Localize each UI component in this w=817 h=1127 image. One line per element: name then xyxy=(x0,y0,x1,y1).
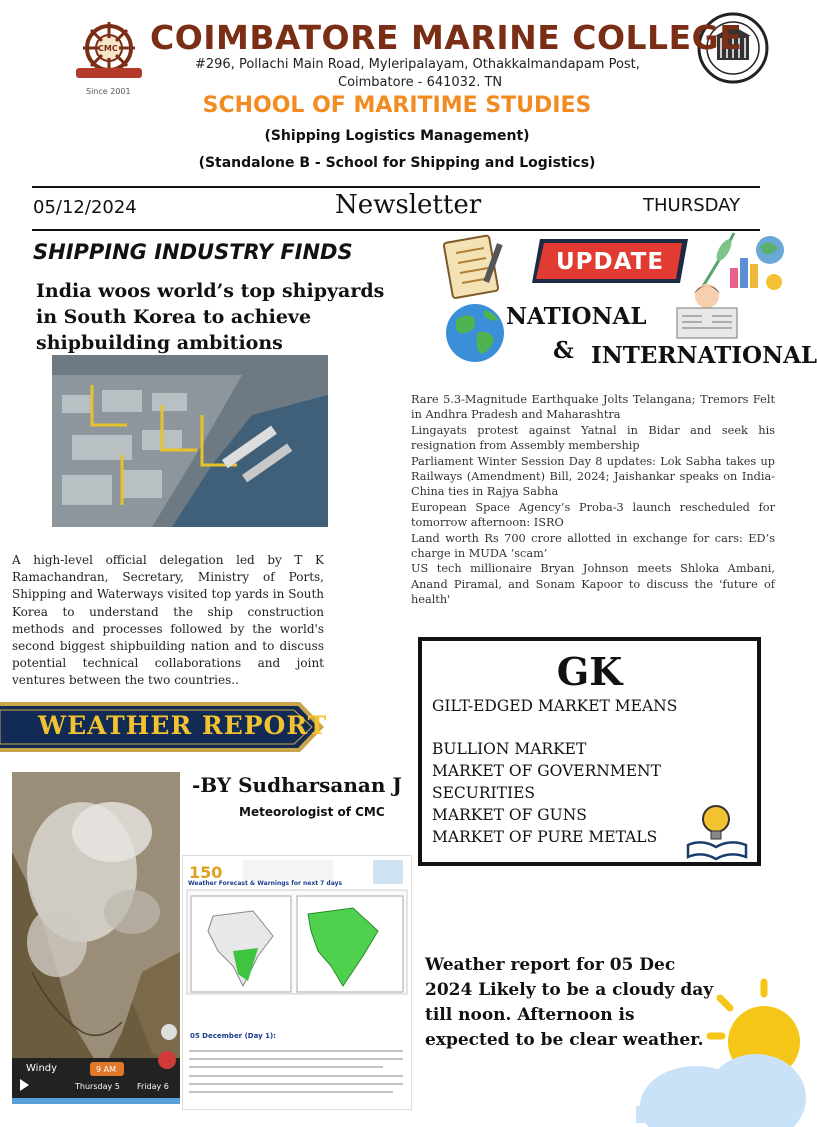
imd-heading: Weather Forecast & Warnings for next 7 days xyxy=(188,880,343,887)
svg-text:150: 150 xyxy=(189,863,223,882)
logo-text: CMC xyxy=(98,44,118,53)
standalone-name: (Standalone B - School for Shipping and Logistics) xyxy=(198,155,596,171)
map-day1: Thursday 5 xyxy=(75,1082,120,1091)
bottom-rule xyxy=(32,229,760,231)
newsletter-title: Newsletter xyxy=(335,190,482,220)
news-item: Rare 5.3-Magnitude Earthquake Jolts Telangana; Tremors Felt in Andhra Pradesh and Maharashtra xyxy=(411,393,775,422)
college-logo xyxy=(74,22,144,84)
reader-icon xyxy=(672,278,742,340)
sun-cloud-icon xyxy=(636,976,794,1123)
gk-box xyxy=(418,637,761,866)
update-badge: UPDATE xyxy=(556,249,665,275)
byline-role: Meteorologist of CMC xyxy=(239,805,385,819)
byline: -BY Sudharsanan J xyxy=(192,773,402,797)
imd-bulletin xyxy=(182,855,412,1110)
headline: India woos world’s top shipyards in South Korea to achieve shipbuilding ambitions xyxy=(36,280,385,354)
issue-date: 05/12/2024 xyxy=(33,197,137,218)
story-text: A high-level official delegation led by T K Ramachandran, Secretary, Ministry of Ports, Shipping and Waterways visited top yards in South Korea to understand the ship construction methods and processes followed by the world's second biggest shipbuilding nation and to discuss potential technical collaborations and joint ventures between the two countries.. xyxy=(12,553,324,688)
news-item: European Space Agency’s Proba-3 launch rescheduled for tomorrow afternoon: ISRO xyxy=(411,500,775,530)
weather-report-text: Weather report for 05 Dec 2024 Likely to be a cloudy day till noon. Afternoon is expected to be clear weather. xyxy=(425,955,714,1050)
gk-option: MARKET OF GOVERNMENT xyxy=(432,762,661,780)
since-text: Since 2001 xyxy=(86,87,131,96)
program-name: (Shipping Logistics Management) xyxy=(264,128,530,144)
news-item: Parliament Winter Session Day 8 updates: Lok Sabha takes up Railways (Amendment) Bill, 2024; Jaishankar speaks on India-China ties in Rajya Sabha xyxy=(411,454,775,499)
news-item: Lingayats protest against Yatnal in Bidar and seek his resignation from Assembly membership xyxy=(411,423,775,453)
globe-icon xyxy=(444,302,506,364)
windy-map xyxy=(12,772,180,1104)
news-list xyxy=(411,392,775,608)
gk-option: BULLION MARKET xyxy=(432,740,587,758)
top-rule xyxy=(32,186,760,188)
notepad-icon xyxy=(440,233,510,299)
lightbulb-book-icon xyxy=(684,799,750,861)
gk-option: MARKET OF GUNS xyxy=(432,806,587,824)
map-day2: Friday 6 xyxy=(137,1082,169,1091)
map-time: 9 AM xyxy=(96,1065,117,1074)
shipyard-photo xyxy=(52,355,328,527)
gk-option: MARKET OF PURE METALS xyxy=(432,828,658,846)
gk-question: GILT-EDGED MARKET MEANS xyxy=(432,697,678,715)
section-title: SHIPPING INDUSTRY FINDS xyxy=(33,240,353,264)
college-name: COIMBATORE MARINE COLLEGE xyxy=(150,18,743,57)
international-label: INTERNATIONAL xyxy=(591,342,817,369)
national-label: NATIONAL xyxy=(506,303,647,330)
windy-logo: Windy xyxy=(26,1063,58,1074)
news-item: Land worth Rs 700 crore allotted in exchange for cars: ED’s charge in MUDA ‘scam’ xyxy=(411,531,775,561)
news-item: US tech millionaire Bryan Johnson meets Shloka Ambani, Anand Piramal, and Sonam Kapoor to discuss the 'future of health' xyxy=(411,562,775,607)
address-line-1: #296, Pollachi Main Road, Myleripalayam, Othakkalmandapam Post, xyxy=(195,57,640,72)
address-line-2: Coimbatore - 641032. TN xyxy=(338,75,503,90)
gk-title: GK xyxy=(556,649,623,694)
imd-day: 05 December (Day 1): xyxy=(190,1032,276,1040)
weather-banner-title: WEATHER REPORT xyxy=(38,711,328,740)
gk-option: SECURITIES xyxy=(432,784,536,802)
issue-day: THURSDAY xyxy=(643,195,741,216)
school-name: SCHOOL OF MARITIME STUDIES xyxy=(202,93,592,118)
ampersand: & xyxy=(553,337,574,364)
